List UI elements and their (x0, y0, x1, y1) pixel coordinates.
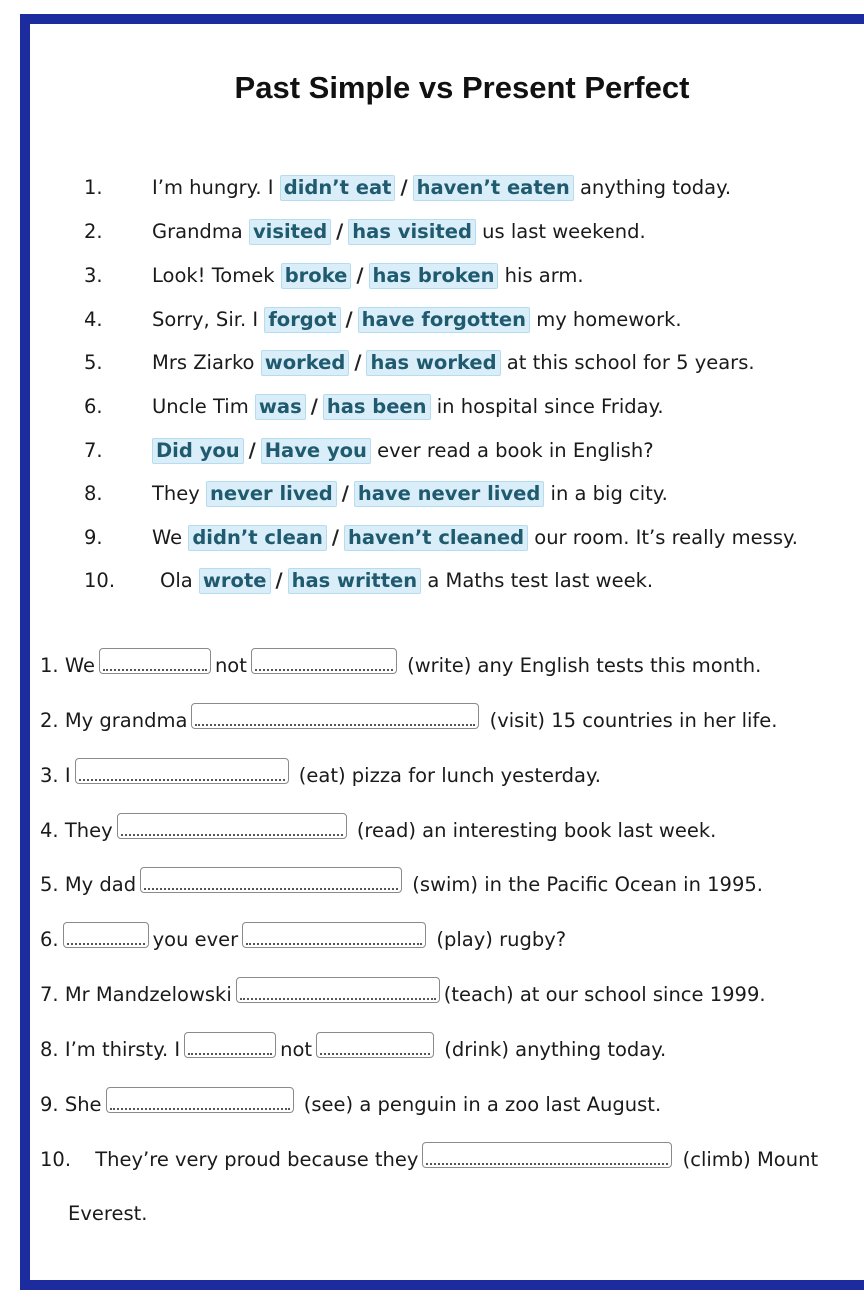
choice-option-b[interactable]: has been (323, 394, 431, 420)
answer-input[interactable] (63, 922, 149, 948)
sentence-end: (eat) pizza for lunch yesterday. (298, 764, 601, 787)
sentence-start: My dad (64, 873, 137, 896)
choice-option-a[interactable]: didn’t eat (280, 175, 396, 201)
choice-option-a[interactable]: never lived (206, 481, 337, 507)
choice-option-b[interactable]: Have you (261, 438, 371, 464)
choice-option-a[interactable]: visited (249, 219, 331, 245)
sentence-end: (read) an interesting book last week. (356, 819, 717, 842)
sentence-start: I (64, 764, 71, 787)
ex2-item-continuation (68, 1198, 147, 1230)
choice-option-b[interactable]: haven’t eaten (413, 175, 574, 201)
choice-option-a[interactable]: Did you (152, 438, 244, 464)
choice-option-b[interactable]: has worked (366, 350, 500, 376)
answer-input[interactable] (236, 977, 440, 1003)
sentence-start: They (152, 482, 200, 505)
ex2-item (40, 815, 716, 847)
answer-input[interactable] (251, 648, 397, 674)
item-number: 8. (40, 1038, 59, 1061)
answer-input[interactable] (117, 813, 347, 839)
choice-option-b[interactable]: has broken (369, 263, 499, 289)
item-sentence: I’m hungry. I didn’t eat / haven’t eaten anything today. (152, 176, 732, 199)
item-sentence: Grandma visited / has visited us last weekend. (152, 220, 646, 243)
sentence-start: I’m hungry. I (152, 176, 274, 199)
ex2-item (40, 1089, 661, 1121)
ex2-item (40, 979, 766, 1011)
answer-input[interactable] (316, 1032, 434, 1058)
item-number: 4. (40, 819, 59, 842)
sentence-end: (see) a penguin in a zoo last August. (303, 1093, 662, 1116)
sentence-middle: you ever (152, 928, 239, 951)
sentence-end: our room. It’s really messy. (534, 526, 798, 549)
answer-input[interactable] (75, 758, 289, 784)
ex2-item (40, 1144, 818, 1176)
item-sentence: We didn’t clean / haven’t cleaned our room. It’s really messy. (152, 526, 798, 549)
choice-option-b[interactable]: has visited (348, 219, 476, 245)
sentence-middle: not (214, 654, 247, 677)
sentence-start: My grandma (64, 709, 188, 732)
item-number: 5. (40, 873, 59, 896)
page-title: Past Simple vs Present Perfect (234, 70, 690, 105)
sentence-start: I’m thirsty. I (64, 1038, 181, 1061)
sentence-end: his arm. (504, 264, 584, 287)
sentence-end: a Maths test last week. (427, 569, 654, 592)
answer-input[interactable] (140, 867, 402, 893)
sentence-start: Mrs Ziarko (152, 351, 255, 374)
answer-input[interactable] (422, 1142, 672, 1168)
sentence-start: We (152, 526, 183, 549)
item-sentence: They never lived / have never lived in a big city. (152, 482, 668, 505)
choice-option-b[interactable]: has written (288, 568, 422, 594)
choice-option-a[interactable]: didn’t clean (188, 525, 327, 551)
sentence-start: They’re very proud because they (95, 1148, 419, 1171)
answer-input[interactable] (191, 703, 479, 729)
ex2-item (40, 1034, 666, 1066)
sentence-start: Ola (160, 569, 193, 592)
sentence-start: We (64, 654, 95, 677)
item-number: 2. (84, 220, 103, 243)
item-number: 3. (40, 764, 59, 787)
sentence-end: (write) any English tests this month. (407, 654, 762, 677)
item-sentence: Mrs Ziarko worked / has worked at this school for 5 years. (152, 351, 755, 374)
sentence-start: Look! Tomek (152, 264, 275, 287)
item-number: 6. (84, 395, 103, 418)
item-number: 2. (40, 709, 59, 732)
sentence-end: in hospital since Friday. (436, 395, 664, 418)
item-number: 9. (84, 526, 103, 549)
sentence-end: anything today. (579, 176, 732, 199)
choice-option-b[interactable]: haven’t cleaned (344, 525, 528, 551)
item-number: 1. (40, 654, 59, 677)
sentence-end: (swim) in the Pacific Ocean in 1995. (412, 873, 763, 896)
answer-input[interactable] (99, 648, 211, 674)
item-sentence: Look! Tomek broke / has broken his arm. (152, 264, 584, 287)
sentence-end: (drink) anything today. (444, 1038, 667, 1061)
answer-input[interactable] (242, 922, 426, 948)
sentence-end: (play) rugby? (436, 928, 567, 951)
sentence-end: (climb) Mount (682, 1148, 819, 1171)
item-sentence: Ola wrote / has written a Maths test last week. (160, 569, 654, 592)
choice-option-b[interactable]: have never lived (354, 481, 544, 507)
sentence-end: (visit) 15 countries in her life. (489, 709, 778, 732)
answer-input[interactable] (106, 1087, 294, 1113)
sentence-end: at this school for 5 years. (506, 351, 755, 374)
sentence-end: us last weekend. (482, 220, 646, 243)
item-number: 9. (40, 1093, 59, 1116)
item-sentence: Uncle Tim was / has been in hospital since Friday. (152, 395, 664, 418)
item-number: 10. (84, 569, 116, 592)
choice-option-a[interactable]: wrote (199, 568, 271, 594)
ex2-item (40, 760, 601, 792)
item-sentence: Sorry, Sir. I forgot / have forgotten my homework. (152, 308, 682, 331)
sentence-start: Grandma (152, 220, 243, 243)
sentence-start: Mr Mandzelowski (64, 983, 232, 1006)
sentence-end: my homework. (536, 308, 682, 331)
item-number: 5. (84, 351, 103, 374)
choice-option-a[interactable]: broke (281, 263, 352, 289)
sentence-middle: not (280, 1038, 313, 1061)
item-number: 6. (40, 928, 59, 951)
choice-option-a[interactable]: forgot (264, 307, 340, 333)
item-number: 3. (84, 264, 103, 287)
sentence-end: (teach) at our school since 1999. (443, 983, 766, 1006)
item-number: 7. (84, 439, 103, 462)
item-number: 7. (40, 983, 59, 1006)
item-number: 8. (84, 482, 103, 505)
item-sentence: Did you / Have you ever read a book in English? (152, 437, 654, 465)
choice-option-b[interactable]: have forgotten (358, 307, 530, 333)
choice-option-a[interactable]: was (255, 394, 306, 420)
sentence-start: Sorry, Sir. I (152, 308, 259, 331)
sentence-start: They (64, 819, 113, 842)
item-number: 10. (40, 1148, 72, 1171)
choice-option-a[interactable]: worked (261, 350, 350, 376)
sentence-start: Uncle Tim (152, 395, 249, 418)
item-number: 1. (84, 176, 103, 199)
sentence-end: in a big city. (550, 482, 668, 505)
answer-input[interactable] (184, 1032, 276, 1058)
ex2-item (40, 705, 777, 737)
ex2-item (40, 924, 566, 956)
ex2-item (40, 650, 761, 682)
ex2-item (40, 869, 763, 901)
sentence-start: She (64, 1093, 102, 1116)
item-number: 4. (84, 308, 103, 331)
sentence-end: ever read a book in English? (377, 439, 654, 462)
sentence-continuation: Everest. (68, 1202, 148, 1225)
